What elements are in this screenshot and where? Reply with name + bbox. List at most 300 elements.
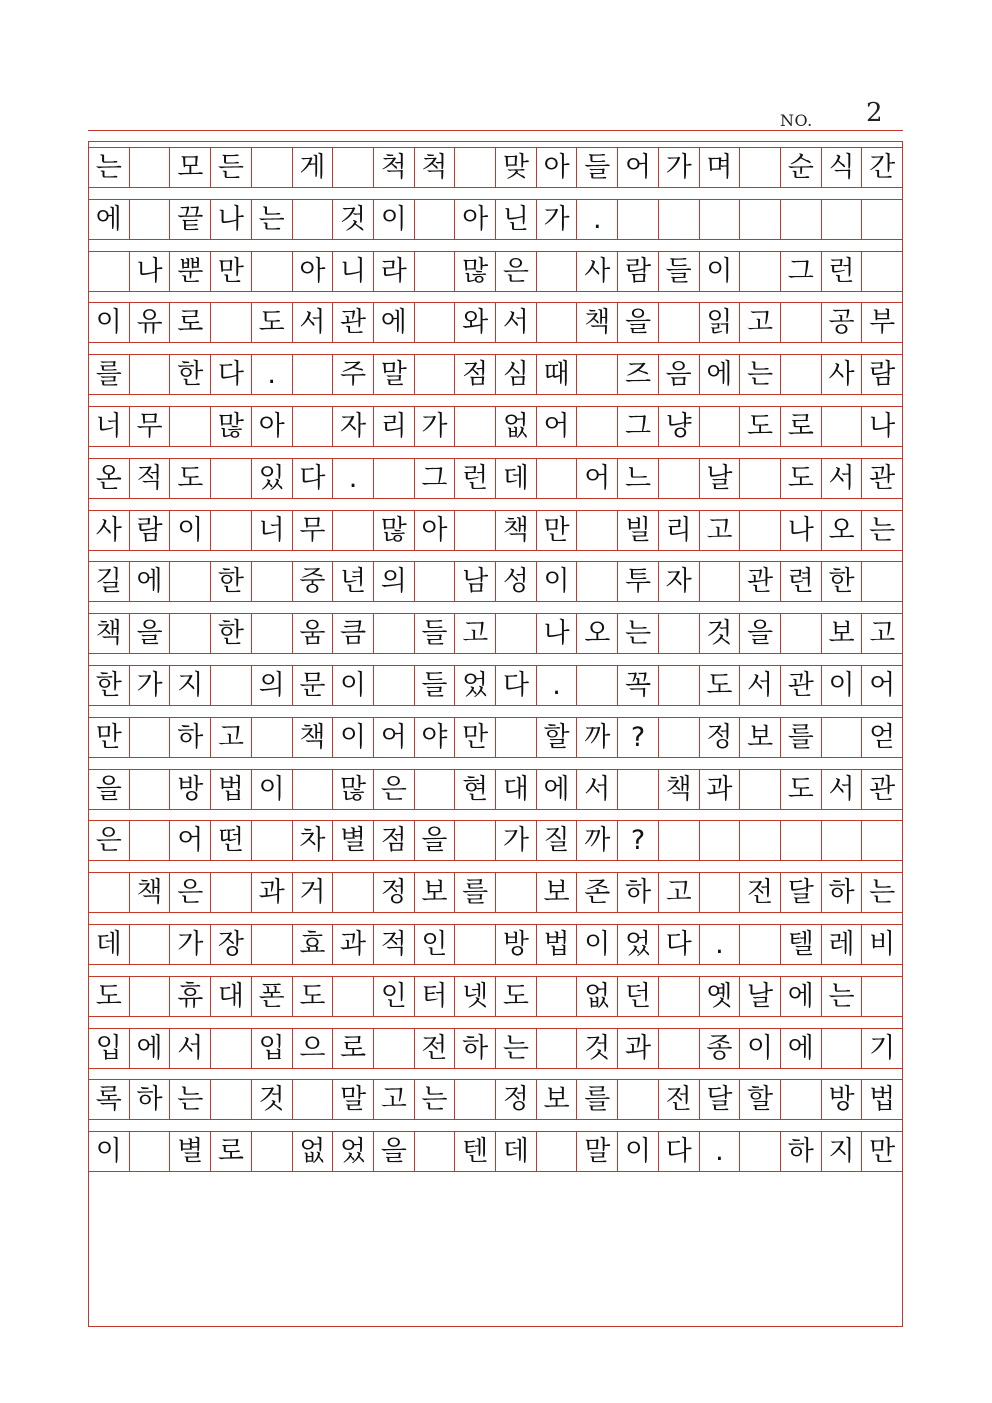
grid-cell: 는 [414,1080,455,1119]
grid-cell: 까 [576,718,617,757]
grid-cell: 것 [576,1029,617,1068]
grid-cell: 이 [251,770,292,809]
grid-cell [576,666,617,705]
grid-cell: 는 [495,1029,536,1068]
grid-cell: 를 [454,873,495,912]
grid-cell: 하 [454,1029,495,1068]
grid-cell [780,614,821,653]
grid-cell [821,821,862,860]
grid-cell [658,459,699,498]
grid-cell [536,1132,577,1171]
grid-cell [658,718,699,757]
grid-cell: 다 [658,1132,699,1171]
grid-cell: 너 [95,411,122,442]
grid-cell: 며 [699,148,740,187]
grid-cell: 는 [861,511,902,550]
grid-cell: 움 [292,614,333,653]
grid-cell: 어 [169,821,210,860]
grid-cell: 었 [454,666,495,705]
grid-cell: 있 [251,459,292,498]
grid-cell: 다 [658,925,699,964]
grid-cell [454,925,495,964]
grid-cell: 람 [129,511,170,550]
grid-cell [658,200,699,239]
grid-cell: 척 [414,148,455,187]
grid-cell: 리 [658,511,699,550]
grid-cell: 이 [536,562,577,601]
grid-row [89,510,902,551]
grid-cell: 옛 [699,977,740,1016]
grid-cell: 인 [414,925,455,964]
grid-cell [129,821,170,860]
grid-cell: 거 [292,873,333,912]
grid-cell: 때 [536,355,577,394]
grid-cell: 지 [821,1132,862,1171]
grid-cell [617,770,658,809]
grid-cell [292,1080,333,1119]
grid-cell: ? [617,718,658,757]
grid-cell [210,873,251,912]
grid-cell [658,614,699,653]
grid-cell: 다 [292,459,333,498]
grid-cell: 도 [739,407,780,446]
grid-cell: 휴 [169,977,210,1016]
page-number: 2 [866,98,883,128]
grid-cell [169,407,210,446]
grid-cell [739,770,780,809]
grid-cell: 별 [332,821,373,860]
grid-cell: 이 [699,252,740,291]
grid-cell: 과 [699,770,740,809]
grid-cell: 에 [699,355,740,394]
grid-row [89,251,902,292]
grid-cell [251,562,292,601]
grid-cell: 련 [780,562,821,601]
grid-cell [861,562,902,601]
grid-cell: 효 [292,925,333,964]
grid-cell: 과 [251,873,292,912]
grid-cell: 냥 [658,407,699,446]
grid-cell: 대 [210,977,251,1016]
grid-cell: 가 [414,407,455,446]
grid-cell: 람 [617,252,658,291]
grid-cell: 는 [251,200,292,239]
grid-cell: 에 [536,770,577,809]
grid-cell: 아 [292,252,333,291]
grid-cell [576,511,617,550]
grid-cell: 로 [210,1132,251,1171]
grid-cell [332,977,373,1016]
grid-cell: 관 [861,459,902,498]
grid-cell: 넷 [454,977,495,1016]
grid-cell [821,200,862,239]
grid-cell: 들 [414,614,455,653]
grid-cell: 대 [495,770,536,809]
grid-cell [210,666,251,705]
grid-row [89,458,902,499]
grid-cell: 순 [780,148,821,187]
grid-cell: 날 [739,977,780,1016]
grid-cell: 도 [780,459,821,498]
grid-cell [699,200,740,239]
grid-cell [536,1029,577,1068]
grid-cell: 서 [169,1029,210,1068]
grid-cell: 어 [617,148,658,187]
grid-cell [414,252,455,291]
grid-cell: 를 [576,1080,617,1119]
grid-cell: 법 [210,770,251,809]
grid-row [89,769,902,810]
grid-cell: . [536,666,577,705]
grid-cell [129,718,170,757]
grid-cell: 입 [95,1032,122,1064]
grid-cell [210,303,251,342]
grid-cell: 빌 [617,511,658,550]
grid-cell [129,977,170,1016]
grid-cell: 로 [169,303,210,342]
grid-cell [292,200,333,239]
grid-cell: . [251,355,292,394]
grid-cell: 들 [414,666,455,705]
grid-cell: 야 [414,718,455,757]
grid-cell: 를 [780,718,821,757]
grid-cell: 하 [780,1132,821,1171]
grid-row [89,561,902,602]
grid-row [89,1131,902,1172]
grid-cell: 한 [169,355,210,394]
grid-cell: 자 [658,562,699,601]
grid-cell: 는 [617,614,658,653]
grid-cell [129,355,170,394]
grid-cell: 고 [699,511,740,550]
grid-cell: . [576,200,617,239]
grid-cell: 도 [251,303,292,342]
grid-cell [251,718,292,757]
grid-cell: 한 [821,562,862,601]
grid-cell [414,200,455,239]
grid-cell: 다 [495,666,536,705]
grid-cell: 유 [129,303,170,342]
grid-cell: 이 [332,718,373,757]
grid-cell: 하 [129,1080,170,1119]
grid-cell: 까 [576,821,617,860]
grid-cell: 었 [332,1132,373,1171]
grid-cell [699,562,740,601]
grid-cell: 그 [780,252,821,291]
grid-cell: 비 [861,925,902,964]
grid-cell [373,459,414,498]
grid-cell: 관 [861,770,902,809]
grid-cell [739,148,780,187]
grid-cell: 음 [658,355,699,394]
grid-cell: 한 [210,614,251,653]
grid-cell: ? [617,821,658,860]
grid-cell: 점 [373,821,414,860]
grid-cell: 공 [821,303,862,342]
grid-cell: 나 [780,511,821,550]
grid-cell: 이 [576,925,617,964]
grid-cell: 차 [292,821,333,860]
grid-cell [292,355,333,394]
grid-cell: 읽 [699,303,740,342]
grid-cell [699,821,740,860]
grid-cell: 데 [495,459,536,498]
grid-cell: 도 [495,977,536,1016]
grid-row [89,924,902,965]
grid-row [89,976,902,1017]
grid-cell: 에 [373,303,414,342]
grid-cell [454,148,495,187]
grid-cell: 가 [169,925,210,964]
grid-cell [210,1029,251,1068]
grid-cell: 하 [169,718,210,757]
grid-cell: 말 [576,1132,617,1171]
grid-cell [210,459,251,498]
grid-cell: 들 [576,148,617,187]
grid-cell: 의 [373,562,414,601]
grid-cell: 사 [821,355,862,394]
grid-cell [251,925,292,964]
grid-cell: 오 [821,511,862,550]
grid-cell [129,770,170,809]
grid-cell: 는 [169,1080,210,1119]
grid-cell: 은 [169,873,210,912]
grid-row [89,1079,902,1120]
grid-cell: 도 [95,980,122,1012]
grid-cell: 온 [95,462,122,494]
grid-cell: 존 [576,873,617,912]
grid-cell [780,1080,821,1119]
grid-cell: 전 [739,873,780,912]
grid-cell: 는 [821,977,862,1016]
grid-cell: 런 [454,459,495,498]
grid-cell [658,1029,699,1068]
grid-cell: 정 [373,873,414,912]
grid-cell: 많 [332,770,373,809]
grid-cell: 이 [373,200,414,239]
grid-cell: 책 [292,718,333,757]
grid-cell [821,1029,862,1068]
grid-cell: 적 [373,925,414,964]
grid-cell: 가 [536,200,577,239]
grid-cell [780,821,821,860]
grid-cell [373,666,414,705]
grid-row [89,872,902,913]
grid-cell [821,407,862,446]
grid-cell: 무 [292,511,333,550]
grid-cell: 척 [373,148,414,187]
grid-cell: 심 [495,355,536,394]
grid-cell: 이 [332,666,373,705]
grid-cell: 보 [739,718,780,757]
grid-cell: 한 [210,562,251,601]
grid-cell: 을 [95,773,122,805]
grid-cell: 날 [699,459,740,498]
grid-cell: 가 [658,148,699,187]
grid-cell: 을 [414,821,455,860]
grid-cell [454,1080,495,1119]
grid-cell: 서 [739,666,780,705]
grid-cell: 런 [821,252,862,291]
grid-cell [739,252,780,291]
grid-cell [658,977,699,1016]
grid-cell [414,303,455,342]
grid-cell: 끝 [169,200,210,239]
grid-cell: 터 [414,977,455,1016]
grid-cell [536,977,577,1016]
grid-cell: 어 [536,407,577,446]
grid-cell: 든 [210,148,251,187]
grid-cell: 법 [536,925,577,964]
grid-cell: 서 [495,303,536,342]
grid-cell: 은 [495,252,536,291]
grid-cell: 을 [739,614,780,653]
grid-cell [576,355,617,394]
grid-cell [617,1080,658,1119]
grid-cell [780,355,821,394]
grid-cell [373,614,414,653]
grid-cell: 도 [169,459,210,498]
grid-cell: 데 [95,929,122,960]
grid-cell: 없 [495,407,536,446]
grid-cell: 닌 [495,200,536,239]
grid-cell: 말 [373,355,414,394]
grid-cell: 간 [861,148,902,187]
grid-cell: 은 [373,770,414,809]
grid-cell: 가 [129,666,170,705]
grid-cell: 사 [95,514,122,546]
grid-cell: 떤 [210,821,251,860]
grid-cell: . [332,459,373,498]
grid-cell [699,407,740,446]
grid-cell: 에 [129,1029,170,1068]
grid-cell: . [699,1132,740,1171]
grid-cell [536,459,577,498]
grid-cell: 서 [821,459,862,498]
grid-cell: 문 [292,666,333,705]
grid-cell: 할 [536,718,577,757]
grid-cell: 도 [780,770,821,809]
grid-cell: 에 [780,977,821,1016]
grid-cell [861,821,902,860]
grid-cell: 많 [454,252,495,291]
grid-cell: 나 [129,252,170,291]
grid-cell: 에 [129,562,170,601]
grid-cell: 식 [821,148,862,187]
grid-cell: 은 [95,825,122,857]
grid-cell [129,148,170,187]
grid-cell: 한 [95,670,122,701]
grid-cell [536,252,577,291]
grid-cell [89,873,129,912]
grid-cell: 느 [617,459,658,498]
grid-cell: 레 [821,925,862,964]
grid-cell [332,511,373,550]
grid-cell: 이 [617,1132,658,1171]
grid-cell: 자 [332,407,373,446]
grid-cell [251,821,292,860]
grid-cell: 고 [454,614,495,653]
grid-cell [251,1132,292,1171]
grid-cell: 는 [861,873,902,912]
grid-cell: 가 [495,821,536,860]
manuscript-grid [88,141,903,1327]
grid-cell [861,977,902,1016]
grid-cell [251,614,292,653]
grid-cell: 보 [821,614,862,653]
grid-cell: 폰 [251,977,292,1016]
grid-row [89,613,902,654]
grid-cell [861,200,902,239]
grid-cell [739,1132,780,1171]
grid-cell: 라 [373,252,414,291]
grid-cell [739,925,780,964]
grid-cell [617,200,658,239]
grid-cell: 서 [292,303,333,342]
grid-cell: 책 [576,303,617,342]
grid-cell [251,148,292,187]
grid-cell [658,666,699,705]
grid-cell: 중 [292,562,333,601]
grid-cell [576,562,617,601]
grid-cell: 들 [658,252,699,291]
grid-cell: 만 [210,252,251,291]
grid-cell: 정 [699,718,740,757]
grid-row [89,665,902,706]
grid-cell: 나 [861,407,902,446]
grid-cell [332,873,373,912]
grid-cell [414,562,455,601]
grid-cell [414,1132,455,1171]
grid-cell: 종 [699,1029,740,1068]
grid-cell: 질 [536,821,577,860]
grid-cell: 고 [861,614,902,653]
grid-cell: 보 [536,1080,577,1119]
grid-row [89,354,902,395]
grid-cell: 어 [373,718,414,757]
grid-cell: 부 [861,303,902,342]
grid-cell: 텐 [454,1132,495,1171]
grid-cell: 고 [658,873,699,912]
grid-cell: 아 [251,407,292,446]
grid-cell: 서 [821,770,862,809]
grid-cell: 별 [169,1132,210,1171]
grid-cell [454,821,495,860]
grid-cell: 책 [658,770,699,809]
grid-cell: 이 [95,307,122,339]
grid-cell: 입 [251,1029,292,1068]
grid-cell: 텔 [780,925,821,964]
grid-cell: 주 [332,355,373,394]
grid-cell [780,303,821,342]
grid-cell: 의 [251,666,292,705]
grid-cell: 즈 [617,355,658,394]
grid-cell: 적 [129,459,170,498]
grid-cell: 많 [373,511,414,550]
grid-cell: 을 [373,1132,414,1171]
grid-cell: 고 [739,303,780,342]
grid-cell: . [699,925,740,964]
grid-cell [454,407,495,446]
grid-cell [292,407,333,446]
grid-cell [129,925,170,964]
grid-cell: 남 [454,562,495,601]
grid-cell: 람 [861,355,902,394]
grid-cell: 오 [576,614,617,653]
page-number-label: NO. [780,111,813,130]
grid-cell: 만 [536,511,577,550]
grid-cell: 정 [495,1080,536,1119]
